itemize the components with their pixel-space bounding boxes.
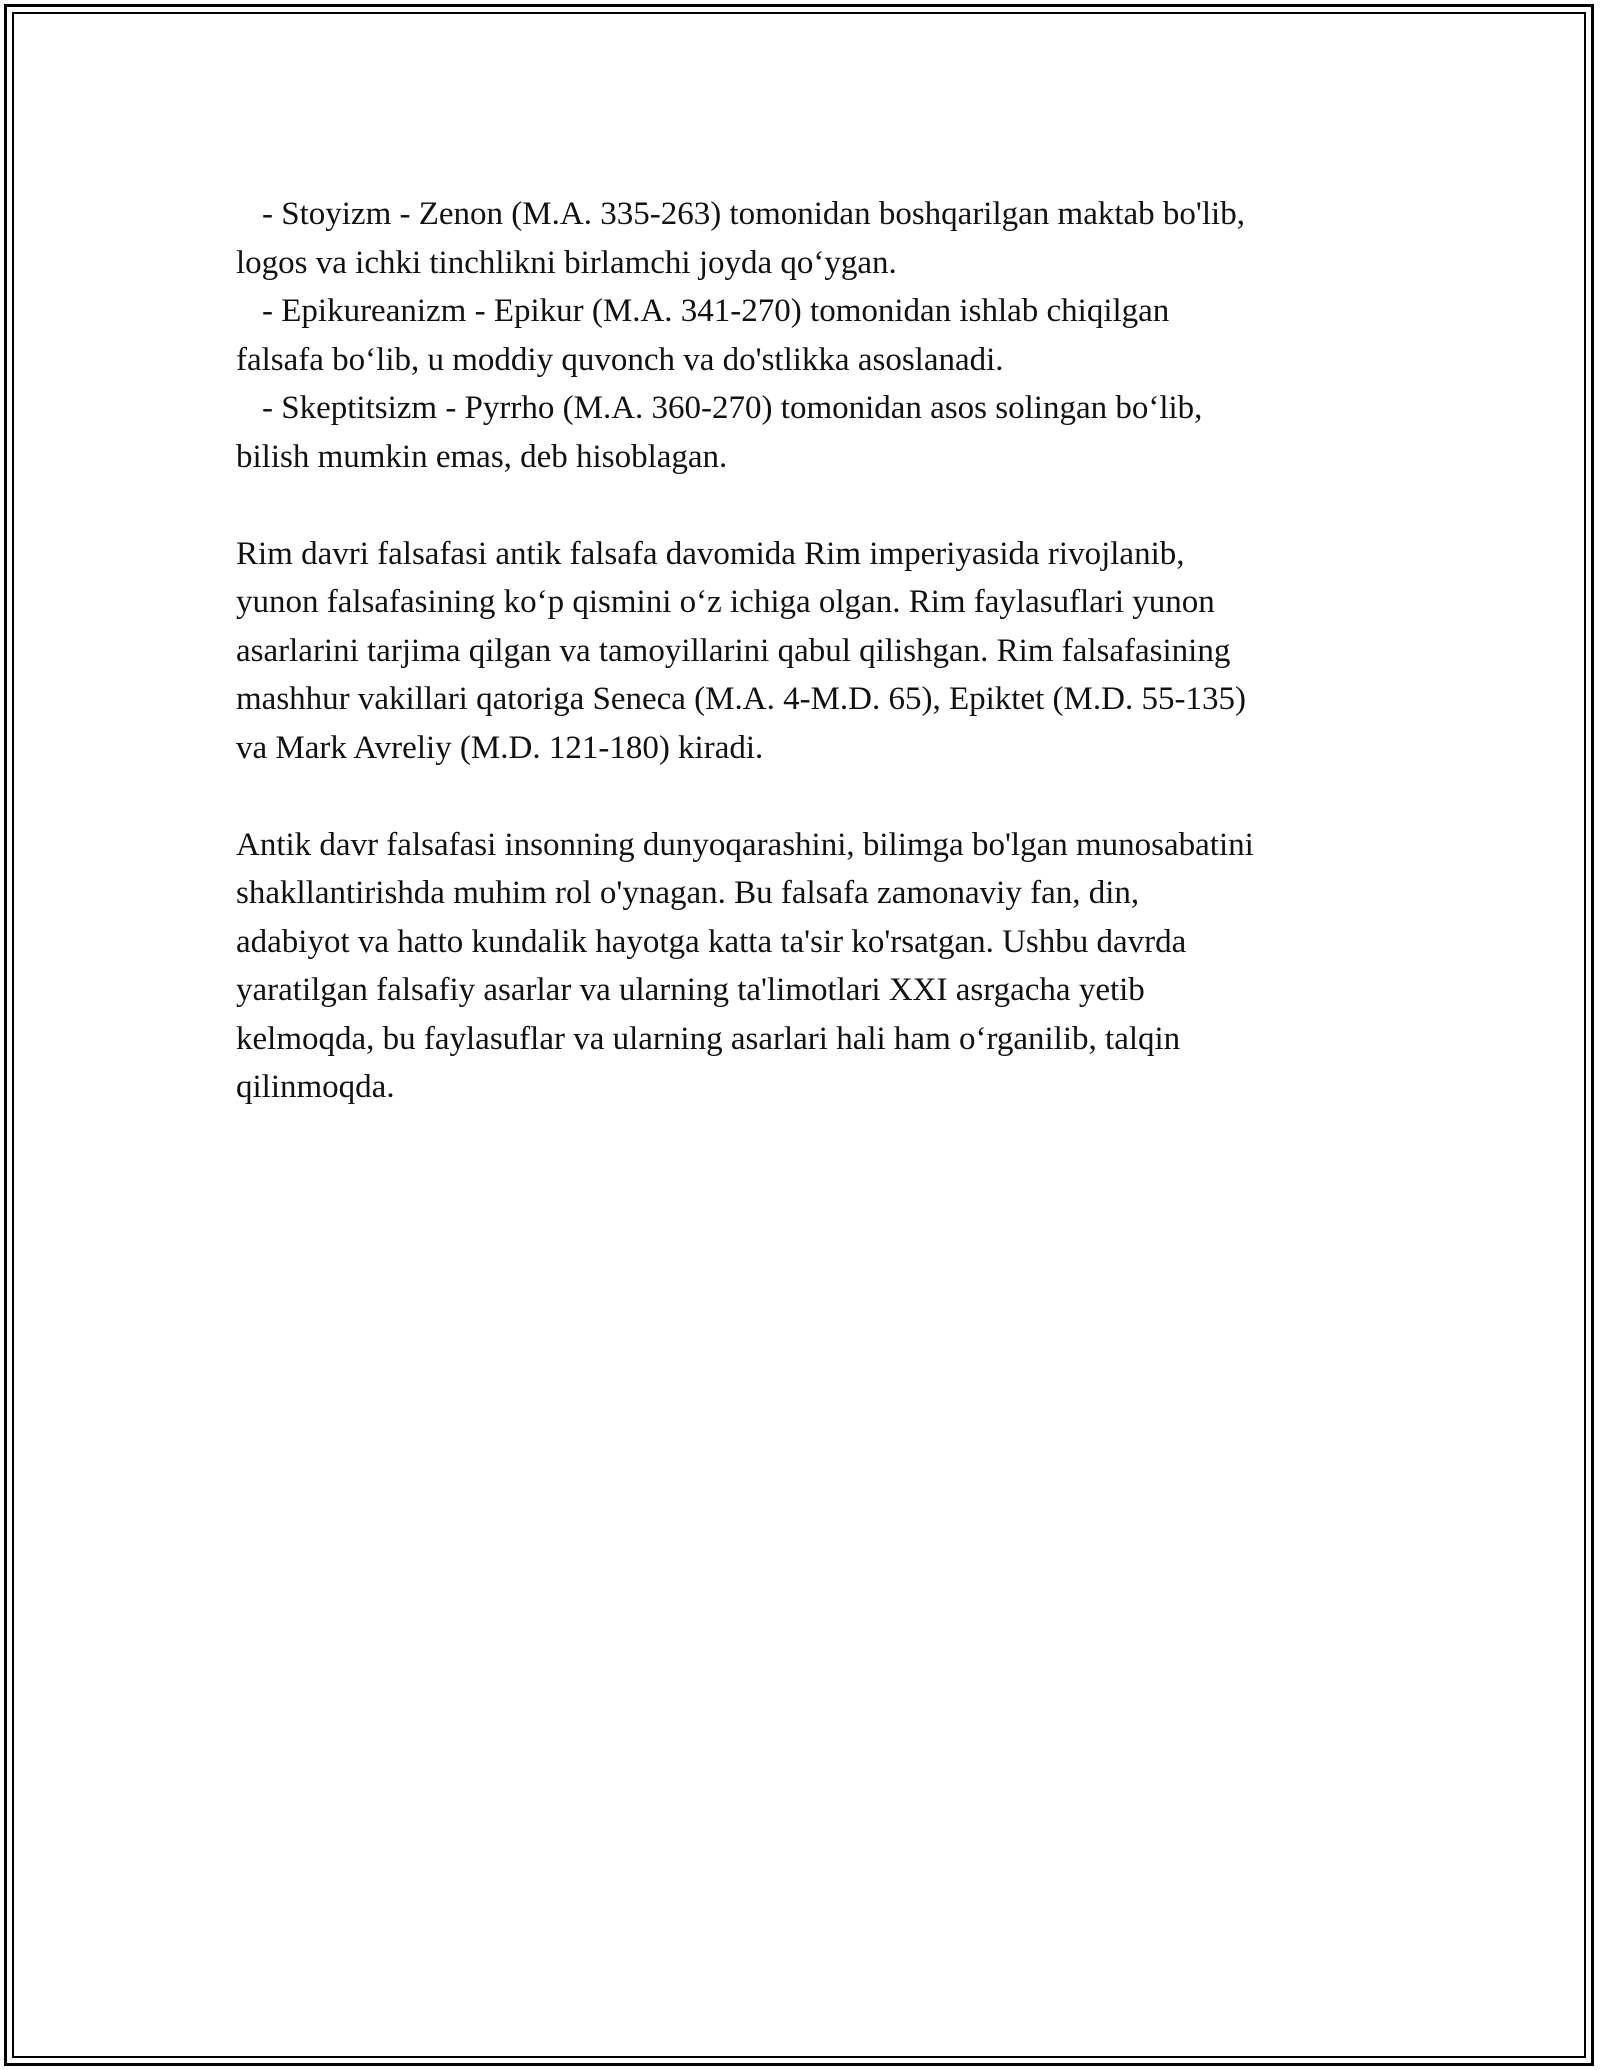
- paragraph-gap: [236, 481, 1396, 530]
- text-line: va Mark Avreliy (M.D. 121-180) kiradi.: [236, 729, 764, 766]
- paragraph-gap: [236, 772, 1396, 821]
- text-line: kelmoqda, bu faylasuflar va ularning asarlari hali ham o‘rganilib, talqin: [236, 1020, 1181, 1057]
- school-list: [236, 190, 1396, 481]
- text-line: mashhur vakillari qatoriga Seneca (M.A. 4-M.D. 65), Epiktet (M.D. 55-135): [236, 681, 1246, 717]
- text-line: yunon falsafasining ko‘p qismini o‘z ichiga olgan. Rim faylasuflari yunon: [236, 584, 1215, 620]
- document-body: [236, 190, 1396, 1112]
- text-line: qilinmoqda.: [236, 1069, 395, 1105]
- paragraph-antique-philosophy: [236, 821, 1396, 1112]
- text-line: Antik davr falsafasi insonning dunyoqarashini, bilimga bo'lgan munosabatini: [236, 826, 1254, 863]
- text-line: yaratilgan falsafiy asarlar va ularning ta'limotlari XXI asrgacha yetib: [236, 972, 1145, 1008]
- text-line: shakllantirishda muhim rol o'ynagan. Bu falsafa zamonaviy fan, din,: [236, 875, 1140, 911]
- text-line: - Stoyizm - Zenon (M.A. 335-263) tomonidan boshqarilgan maktab bo'lib,: [262, 196, 1245, 232]
- school-item-stoicism: [236, 190, 1396, 287]
- text-line: Rim davri falsafasi antik falsafa davomida Rim imperiyasida rivojlanib,: [236, 535, 1185, 572]
- text-line: - Epikureanizm - Epikur (M.A. 341-270) tomonidan ishlab chiqilgan: [262, 293, 1170, 329]
- paragraph-roman-philosophy: [236, 530, 1396, 773]
- text-line: logos va ichki tinchlikni birlamchi joyda qo‘ygan.: [236, 244, 897, 281]
- text-line: falsafa bo‘lib, u moddiy quvonch va do'stlikka asoslanadi.: [236, 341, 1004, 378]
- school-item-skepticism: [236, 384, 1396, 481]
- school-item-epicureanism: [236, 287, 1396, 384]
- text-line: adabiyot va hatto kundalik hayotga katta ta'sir ko'rsatgan. Ushbu davrda: [236, 923, 1187, 960]
- text-line: asarlarini tarjima qilgan va tamoyillarini qabul qilishgan. Rim falsafasining: [236, 632, 1231, 669]
- text-line: - Skeptitsizm - Pyrrho (M.A. 360-270) tomonidan asos solingan bo‘lib,: [262, 390, 1203, 426]
- text-line: bilish mumkin emas, deb hisoblagan.: [236, 438, 728, 475]
